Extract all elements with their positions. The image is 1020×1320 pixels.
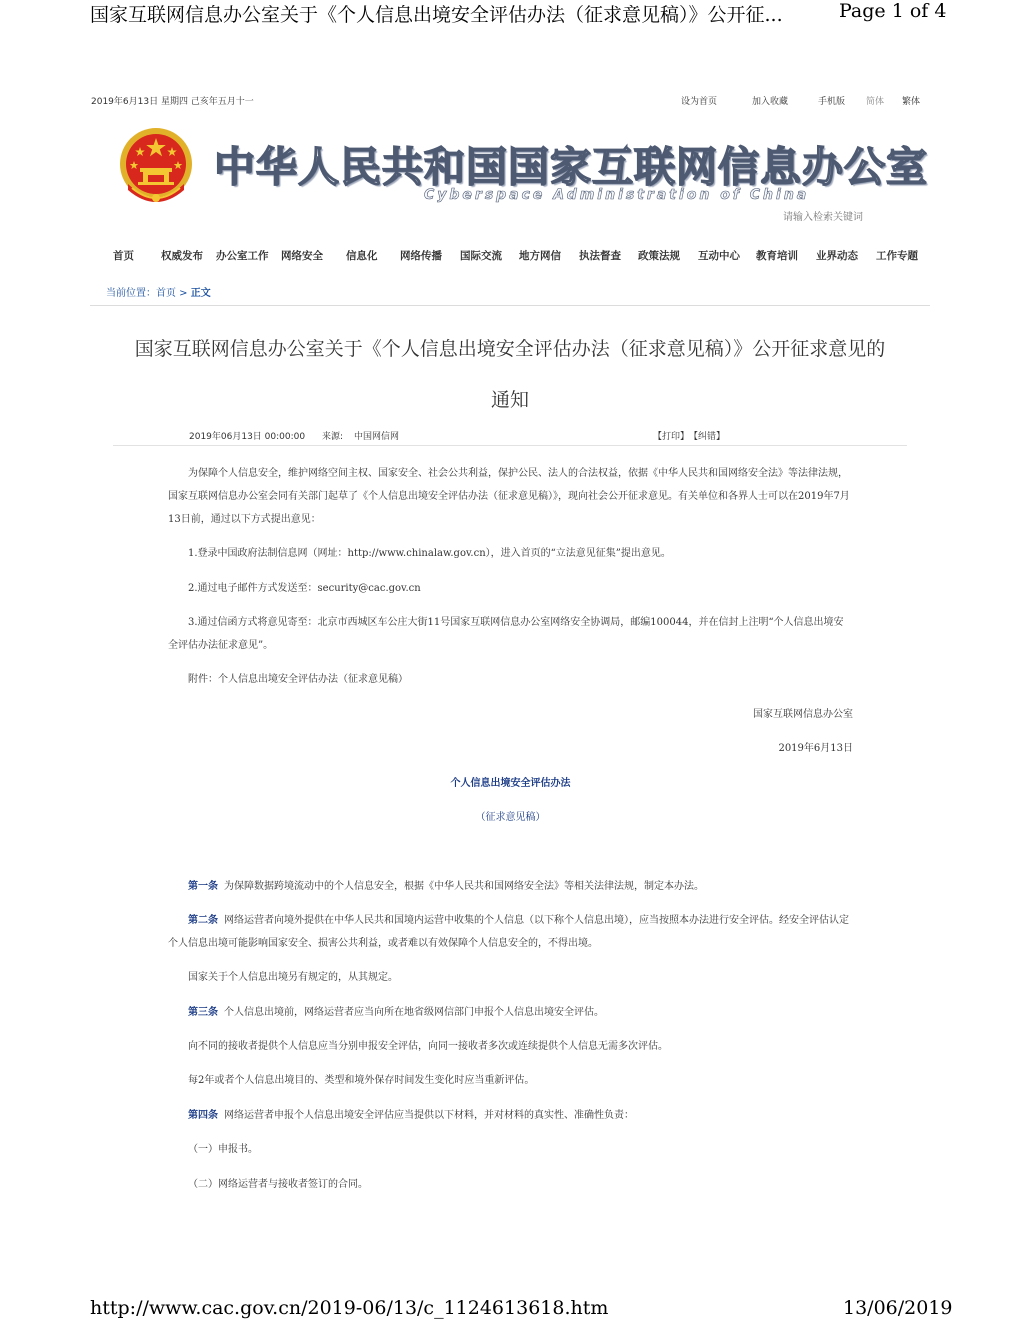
clause-number: 第四条: [188, 1110, 218, 1121]
print-page-number: Page 1 of 4: [839, 0, 947, 22]
nav-item-informatization[interactable]: 信息化: [346, 250, 378, 262]
nav-item-office-work[interactable]: 办公室工作: [216, 250, 269, 262]
attachment-subtitle: （征求意见稿）: [475, 812, 546, 823]
paragraph: 为保障个人信息安全，维护网络空间主权、国家安全、社会公共利益，保护公民、法人的合法权益，依据《中华人民共和国网络安全法》等法律法规，国家互联网信息办公室会同有关部门起草了《个人信息出境安全评估办法（征求意见稿）》，现向社会公开征求意见。有关单位和各界人士可以在2019年7月13日前，通过以下方式提出意见：: [168, 468, 850, 525]
simplified-chinese-link[interactable]: 简体: [866, 97, 885, 107]
clause-text: 网络运营者申报个人信息出境安全评估应当提供以下材料，并对材料的真实性、准确性负责：: [224, 1110, 634, 1121]
clause-text: 每2年或者个人信息出境目的、类型和境外保存时间发生变化时应当重新评估。: [188, 1075, 535, 1086]
paragraph: 附件：个人信息出境安全评估办法（征求意见稿）: [188, 674, 408, 685]
clause-text: 网络运营者向境外提供在中华人民共和国境内运营中收集的个人信息（以下称个人信息出境），应当按照本办法进行安全评估。经安全评估认定个人信息出境可能影响国家安全、损害公共利益，或者难以有效保障个人信息安全的，不得出境。: [168, 915, 849, 949]
site-title: 中华人民共和国国家互联网信息办公室: [214, 143, 928, 191]
site-subtitle: Cyberspace Administration of China: [424, 187, 810, 203]
add-favorite-link[interactable]: 加入收藏: [752, 97, 789, 107]
nav-item-industry-news[interactable]: 业界动态: [816, 250, 858, 262]
report-error-button[interactable]: 【纠错】: [689, 432, 726, 442]
set-homepage-link[interactable]: 设为首页: [681, 97, 718, 107]
paragraph: 3.通过信函方式将意见寄至：北京市西城区车公庄大街11号国家互联网信息办公室网络安全协调局，邮编100044，并在信封上注明“个人信息出境安全评估办法征求意见”。: [168, 617, 844, 651]
print-button[interactable]: 【打印】: [653, 432, 690, 442]
print-footer-date: 13/06/2019: [843, 1297, 953, 1319]
mobile-version-link[interactable]: 手机版: [818, 97, 846, 107]
clause-text: （一）申报书。: [188, 1144, 258, 1155]
article-clause: [168, 909, 853, 955]
clause-text: 个人信息出境前，网络运营者应当向所在地省级网信部门申报个人信息出境安全评估。: [224, 1007, 604, 1018]
current-date: 2019年6月13日 星期四 己亥年五月十一: [91, 97, 254, 107]
source-value: 中国网信网: [354, 432, 400, 442]
clause-text: 向不同的接收者提供个人信息应当分别申报安全评估，向同一接收者多次或连续提供个人信息无需多次评估。: [188, 1041, 668, 1052]
article-date: 2019年06月13日 00:00:00: [189, 432, 306, 442]
article-clause: [168, 1001, 853, 1024]
nav-item-law-enforcement[interactable]: 执法督查: [579, 250, 621, 262]
nav-item-local-cac[interactable]: 地方网信: [519, 250, 561, 262]
nav-item-authoritative-release[interactable]: 权威发布: [161, 250, 203, 262]
paragraph: 1.登录中国政府法制信息网（网址：http://www.chinalaw.gov.cn），进入首页的“立法意见征集”提出意见。: [188, 548, 671, 559]
nav-item-cybersecurity[interactable]: 网络安全: [281, 250, 323, 262]
breadcrumb: [106, 284, 211, 299]
national-emblem-icon: [118, 124, 194, 208]
article-clause: [168, 1069, 853, 1092]
nav-item-interaction-center[interactable]: 互动中心: [698, 250, 740, 262]
clause-number: 第一条: [188, 881, 218, 892]
traditional-chinese-link[interactable]: 繁体: [902, 97, 921, 107]
article-clause: [168, 1138, 853, 1161]
nav-item-special-topics[interactable]: 工作专题: [876, 250, 918, 262]
print-header-title: 国家互联网信息办公室关于《个人信息出境安全评估办法（征求意见稿）》公开征...: [90, 4, 783, 26]
article-title: 国家互联网信息办公室关于《个人信息出境安全评估办法（征求意见稿）》公开征求意见的: [134, 338, 886, 360]
signature: 国家互联网信息办公室: [753, 709, 853, 720]
breadcrumb-separator: >: [176, 288, 191, 299]
article-clause: [168, 1104, 853, 1127]
breadcrumb-home-link[interactable]: 首页: [156, 288, 176, 299]
breadcrumb-current: 正文: [190, 288, 211, 299]
divider: [90, 305, 930, 306]
signature-date: 2019年6月13日: [778, 743, 853, 754]
nav-item-education-training[interactable]: 教育培训: [756, 250, 798, 262]
divider: [113, 445, 907, 446]
breadcrumb-label: 当前位置：: [106, 288, 156, 299]
search-input[interactable]: [737, 208, 863, 226]
nav-item-international-exchange[interactable]: 国际交流: [460, 250, 502, 262]
print-footer-url: http://www.cac.gov.cn/2019-06/13/c_1124613618.htm: [90, 1297, 609, 1319]
nav-item-network-communication[interactable]: 网络传播: [400, 250, 442, 262]
paragraph: 2.通过电子邮件方式发送至：security@cac.gov.cn: [188, 583, 421, 594]
article-clause: [168, 966, 853, 989]
clause-number: 第二条: [188, 915, 218, 926]
clause-number: 第三条: [188, 1007, 218, 1018]
source-label: 来源:: [322, 432, 344, 442]
article-clause: [168, 875, 853, 898]
nav-item-home[interactable]: 首页: [113, 250, 134, 262]
attachment-title: 个人信息出境安全评估办法: [450, 778, 571, 789]
clause-text: 为保障数据跨境流动中的个人信息安全，根据《中华人民共和国网络安全法》等相关法律法规，制定本办法。: [224, 881, 704, 892]
main-nav: [100, 248, 930, 266]
article-clause: [168, 1173, 853, 1196]
article-title-continued: 通知: [490, 389, 529, 411]
clause-text: （二）网络运营者与接收者签订的合同。: [188, 1179, 368, 1190]
clause-text: 国家关于个人信息出境另有规定的，从其规定。: [188, 972, 398, 983]
nav-item-policies-regulations[interactable]: 政策法规: [638, 250, 680, 262]
article-clause: [168, 1035, 853, 1058]
